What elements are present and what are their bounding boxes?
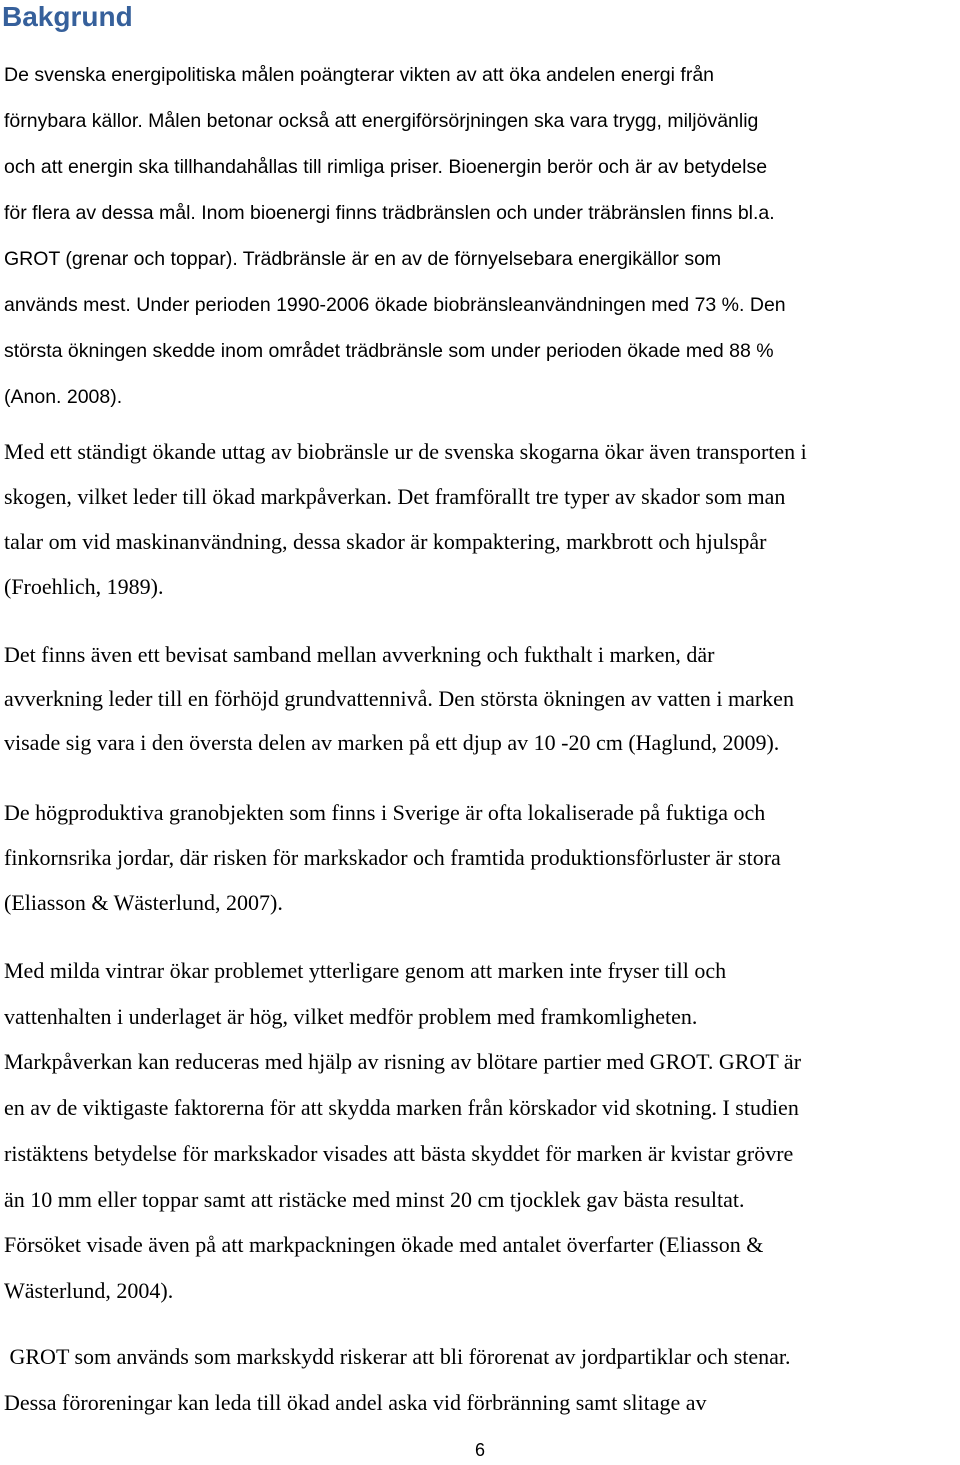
paragraph-line: (Eliasson & Wästerlund, 2007). xyxy=(4,890,283,915)
paragraph-line: Dessa föroreningar kan leda till ökad andel aska vid förbränning samt slitage av xyxy=(4,1390,707,1415)
paragraph-soil-impact xyxy=(4,429,960,609)
paragraph-line: GROT (grenar och toppar). Trädbränsle är en av de förnyelsebara energikällor som xyxy=(4,248,722,270)
page-number: 6 xyxy=(474,1440,485,1460)
paragraph-contamination xyxy=(4,1334,960,1426)
paragraph-line: (Anon. 2008). xyxy=(4,386,123,408)
paragraph-mild-winters xyxy=(4,948,960,1314)
paragraph-line: GROT som används som markskydd riskerar att bli förorenat av jordpartiklar och stenar. xyxy=(4,1344,791,1369)
paragraph-line: Med ett ständigt ökande uttag av biobränsle ur de svenska skogarna ökar även transporten i xyxy=(4,439,807,464)
paragraph-line: används mest. Under perioden 1990-2006 ökade biobränsleanvändningen med 73 %. Den xyxy=(4,294,786,316)
paragraph-line: och att energin ska tillhandahållas till rimliga priser. Bioenergin berör och är av betydelse xyxy=(4,156,768,178)
paragraph-line: Markpåverkan kan reduceras med hjälp av risning av blötare partier med GROT. GROT är xyxy=(4,1049,802,1075)
paragraph-line: förnybara källor. Målen betonar också att energiförsörjningen ska vara trygg, miljövänlig xyxy=(4,110,759,132)
paragraph-line: (Froehlich, 1989). xyxy=(4,574,164,599)
paragraph-line: en av de viktigaste faktorerna för att skydda marken från körskador vid skotning. I studien xyxy=(4,1095,799,1121)
paragraph-line: visade sig vara i den översta delen av marken på ett djup av 10 -20 cm (Haglund, 2009). xyxy=(4,730,780,755)
paragraph-groundwater xyxy=(4,633,960,765)
paragraph-line: avverkning leder till en förhöjd grundvattennivå. Den största ökningen av vatten i marken xyxy=(4,686,794,711)
paragraph-energy-goals xyxy=(4,52,960,420)
paragraph-line: Det finns även ett bevisat samband mellan avverkning och fukthalt i marken, där xyxy=(4,642,715,667)
paragraph-line: De högproduktiva granobjekten som finns i Sverige är ofta lokaliserade på fuktiga och xyxy=(4,800,766,825)
paragraph-line: Med milda vintrar ökar problemet ytterligare genom att marken inte fryser till och xyxy=(4,958,727,983)
paragraph-line: vattenhalten i underlaget är hög, vilket medför problem med framkomligheten. xyxy=(4,1003,698,1029)
paragraph-line: Försöket visade även på att markpackningen ökade med antalet överfarter (Eliasson & xyxy=(4,1232,764,1258)
paragraph-line: största ökningen skedde inom området trädbränsle som under perioden ökade med 88 % xyxy=(4,340,774,362)
paragraph-line: än 10 mm eller toppar samt att ristäcke med minst 20 cm tjocklek gav bästa resultat. xyxy=(4,1186,745,1212)
paragraph-line: finkornsrika jordar, där risken för markskador och framtida produktionsförluster är stora xyxy=(4,845,781,870)
paragraph-line: Wästerlund, 2004). xyxy=(4,1277,174,1303)
paragraph-line: skogen, vilket leder till ökad markpåverkan. Det framförallt tre typer av skador som man xyxy=(4,484,786,509)
section-heading: Bakgrund xyxy=(2,1,133,32)
paragraph-line: ristäktens betydelse för markskador visades att bästa skyddet för marken är kvistar grövre xyxy=(4,1140,794,1166)
paragraph-line: De svenska energipolitiska målen poängterar vikten av att öka andelen energi från xyxy=(4,64,715,86)
paragraph-line: för flera av dessa mål. Inom bioenergi finns trädbränslen och under träbränslen finns bl.a. xyxy=(4,202,775,224)
paragraph-spruce-sites xyxy=(4,790,960,925)
paragraph-line: talar om vid maskinanvändning, dessa skador är kompaktering, markbrott och hjulspår xyxy=(4,529,767,554)
